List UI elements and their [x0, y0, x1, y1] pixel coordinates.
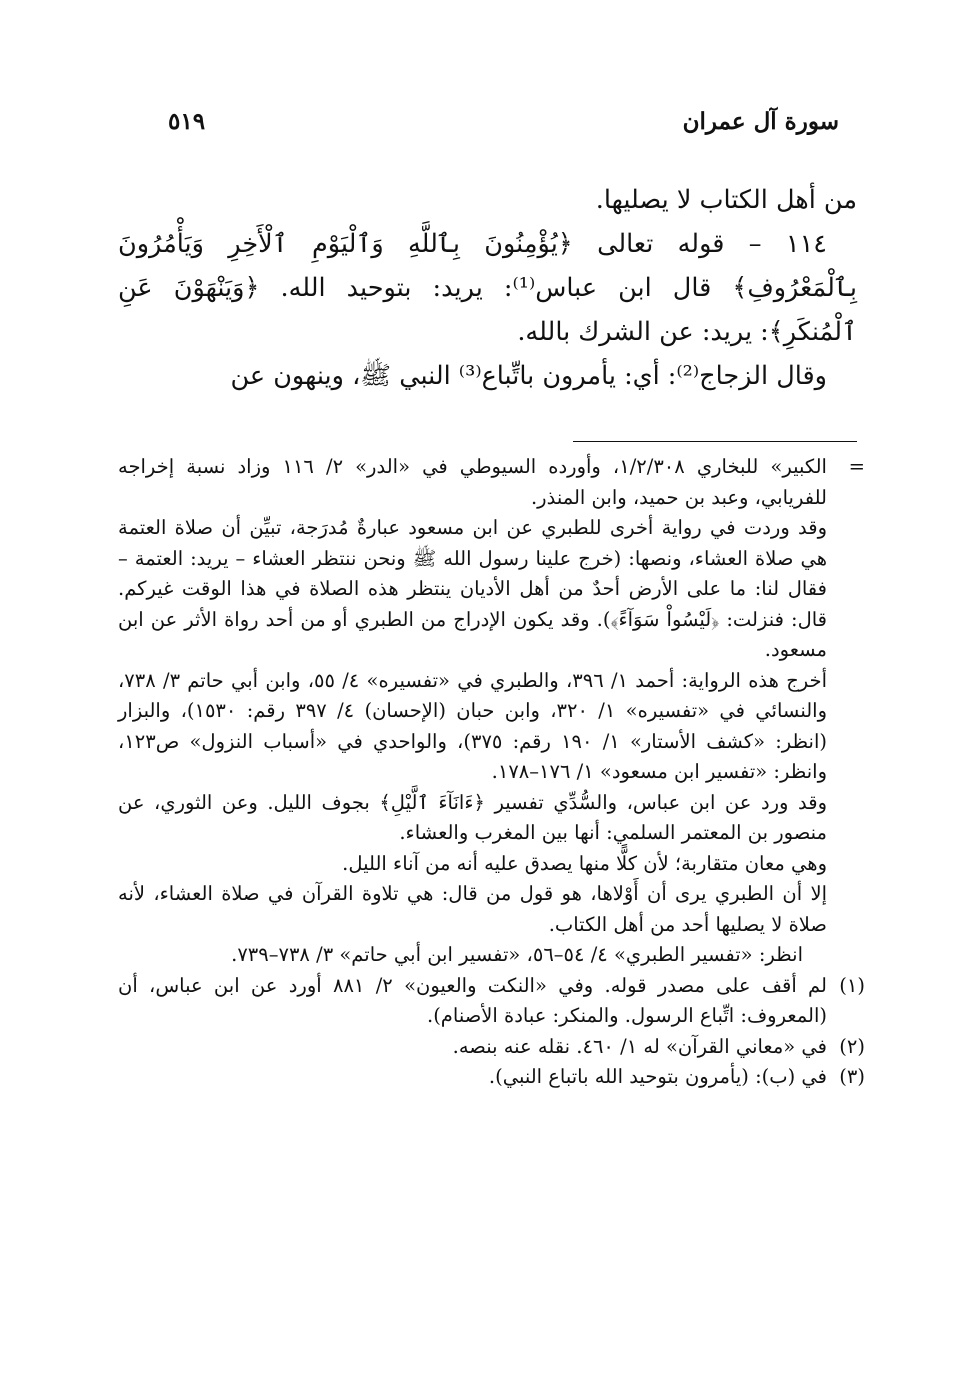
- footnote-separator: [573, 441, 857, 442]
- footnote-text: في (ب): (يأمرون بتوحيد الله باتباع النبي).: [488, 1065, 827, 1088]
- footnote-paragraph: إلا أن الطبري يرى أن أَوْلاها، هو قول من قال: هي تلاوة القرآن في صلاة العشاء، لأنه صلاة لا يصليها أحد من أهل الكتاب.: [118, 882, 827, 936]
- surah-title: سورة آل عمران: [682, 108, 839, 135]
- footnote-text: لم أقف على مصدر قوله. وفي «النكت والعيون» ٢/ ٨٨١ أورد عن ابن عباس، أن (المعروف: اتِّباع الرسول. والمنكر: عبادة الأصنام).: [118, 973, 827, 1027]
- footnote-number: (١): [839, 973, 865, 997]
- main-paragraph: من أهل الكتاب لا يصليها.: [595, 185, 857, 215]
- footnote-paragraph: وهي معان متقاربة؛ لأن كلًّا منها يصدق عليه أنه من آناء الليل.: [342, 851, 827, 875]
- footnote-2: [118, 1032, 865, 1063]
- footnote-paragraph: أخرج هذه الرواية: أحمد ١/ ٣٩٦، والطبري في «تفسيره» ٤/ ٥٥، وابن أبي حاتم ٣/ ٧٣٨، والنسائي في «تفسيره» ١/ ٣٢٠، وابن حبان (الإحسان) ٤/ ٣٩٧ رقم: ١٥٣٠)، والبزار (انظر: «كشف الأستار» ١/ ١٩٠ رقم: ٣٧٥)، والواحدي في «أسباب النزول» ص١٢٣، وانظر: «تفسير ابن مسعود» ١/ ١٧٦–١٧٨.: [118, 668, 828, 783]
- footnote-text: الكبير» للبخاري ١/٢/٣٠٨، وأورده السيوطي في «الدر» ٢/ ١١٦ وزاد نسبة إخراجه للفريابي، وعبد بن حميد، وابن المنذر.: [118, 455, 827, 509]
- footnote-text: في «معاني القرآن» له ١/ ٤٦٠. نقله عنه بنصه.: [452, 1034, 827, 1058]
- main-paragraph: وقال الزجاج⁽²⁾: أي: يأمرون باتِّباع⁽³⁾ النبي ﷺ، وينهون عن: [230, 361, 827, 391]
- footnotes: [118, 452, 865, 1093]
- page-header: [168, 108, 839, 148]
- footnote-paragraph: وقد ورد عن ابن عباس، والسُّدِّي تفسير ﴿ءَانَآءَ ٱلَّيْلِ﴾ بجوف الليل. وعن الثوري، عن منصور بن المعتمر السلمي: أنها بين المغرب والعشاء.: [118, 790, 827, 844]
- footnote-number: (٣): [839, 1065, 865, 1088]
- footnote-3: [118, 1062, 865, 1093]
- footnote-paragraph: وقد وردت في رواية أخرى للطبري عن ابن مسعود عبارةٌ مُدرَجة، تبيِّن أن صلاة العتمة هي صلاة العشاء، ونصها: (خرج علينا رسول الله ﷺ ونحن ننتظر العشاء – يريد: العتمة – فقال لنا: ما على الأرض أحدٌ من أهل الأديان ينتظر هذه الصلاة في هذا الوقت غيركم. قال: فنزلت: ﴿لَيْسُواْ سَوَآءً﴾). وقد يكون الإدراج من الطبري أو من أحد رواة الأثر عن ابن مسعود.: [118, 516, 827, 661]
- page-number: ٥١٩: [168, 108, 206, 135]
- footnote-number: (٢): [839, 1034, 865, 1058]
- continuation-mark: =: [848, 455, 865, 478]
- main-text: [118, 178, 857, 398]
- main-paragraph: ١١٤ – قوله تعالى ﴿يُؤْمِنُونَ بِٱللَّهِ وَٱلْيَوْمِ ٱلْأَخِرِ وَيَأْمُرُونَ بِٱلْمَعْرُوفِ﴾ قال ابن عباس⁽¹⁾: يريد: بتوحيد الله. ﴿وَيَنْهَوْنَ عَنِ ٱلْمُنكَرِ﴾: يريد: عن الشرك بالله.: [118, 229, 857, 347]
- footnote-1: [118, 971, 865, 1032]
- footnote-continuation: [118, 452, 865, 513]
- footnote-paragraph: انظر: «تفسير الطبري» ٤/ ٥٤–٥٦، «تفسير ابن أبي حاتم» ٣/ ٧٣٨–٧٣٩.: [231, 943, 803, 966]
